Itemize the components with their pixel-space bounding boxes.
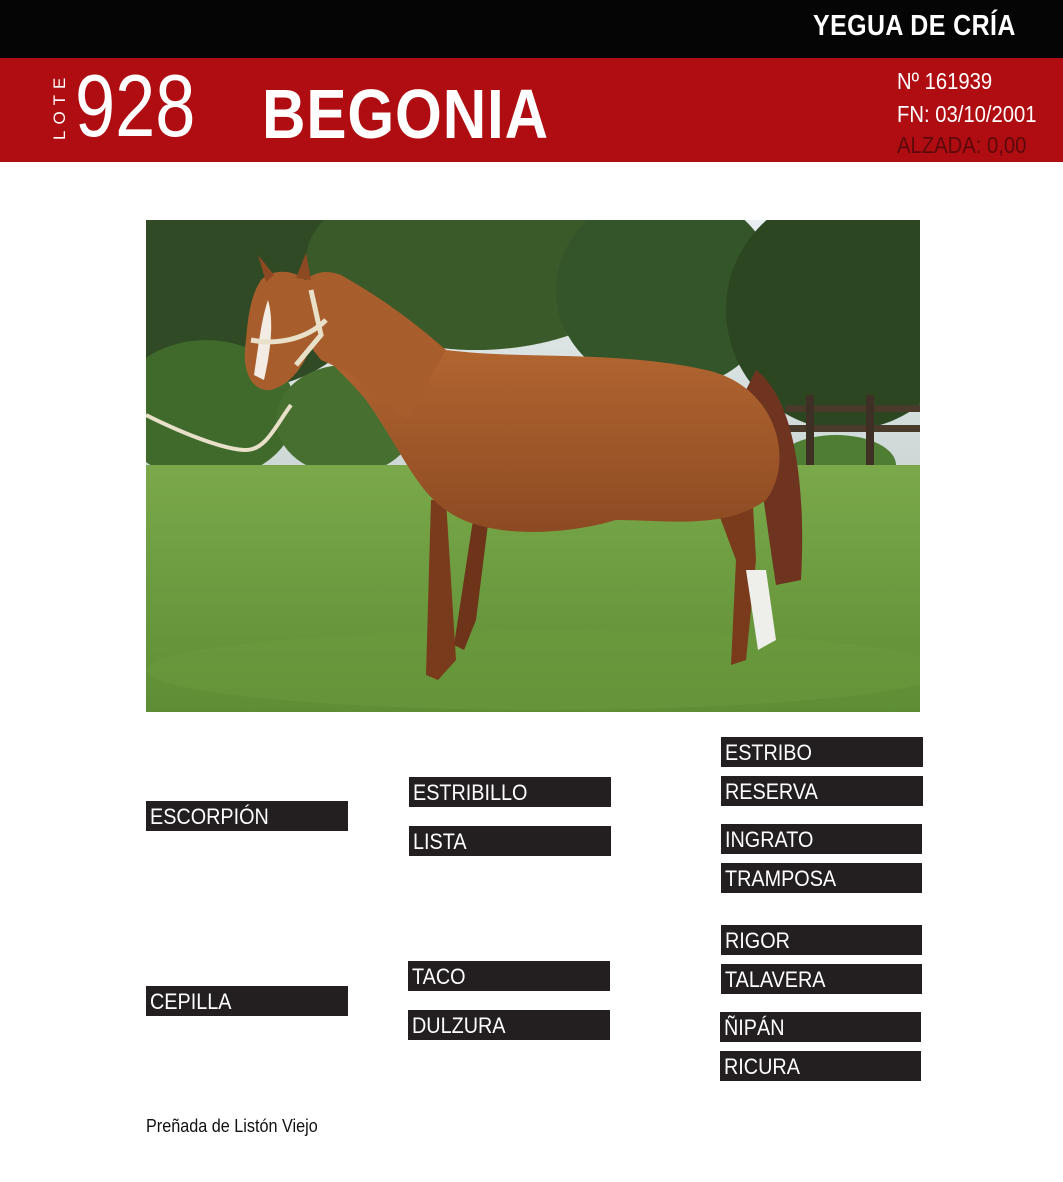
pedigree-sire: ESCORPIÓN (146, 801, 348, 831)
height-value: ALZADA: 0,00 (897, 132, 1027, 158)
pedigree-dds: ÑIPÁN (720, 1012, 921, 1042)
pedigree-sire-sire: ESTRIBILLO (409, 777, 611, 807)
pedigree-sdd: TRAMPOSA (721, 863, 922, 893)
pedigree-ddd: RICURA (720, 1051, 921, 1081)
top-bar (0, 0, 1063, 58)
lote-label: LOTE (50, 71, 69, 140)
pedigree-sds: INGRATO (721, 824, 922, 854)
pedigree-dam: CEPILLA (146, 986, 348, 1016)
pedigree-sss: ESTRIBO (721, 737, 923, 767)
pedigree-sire-dam: LISTA (409, 826, 611, 856)
registration-number: Nº 161939 (897, 68, 993, 94)
pedigree-dsd: TALAVERA (721, 964, 922, 994)
pedigree-dam-dam: DULZURA (408, 1010, 610, 1040)
pedigree-ssd: RESERVA (721, 776, 923, 806)
pedigree-dam-sire: TACO (408, 961, 610, 991)
horse-illustration (146, 220, 920, 712)
horse-name: BEGONIA (262, 75, 549, 153)
category-label: YEGUA DE CRÍA (813, 10, 1016, 42)
pregnancy-note: Preñada de Listón Viejo (146, 1116, 318, 1136)
pedigree-dss: RIGOR (721, 925, 922, 955)
lote-number: 928 (75, 56, 196, 155)
horse-photo (146, 220, 920, 712)
birth-date: FN: 03/10/2001 (897, 101, 1037, 127)
